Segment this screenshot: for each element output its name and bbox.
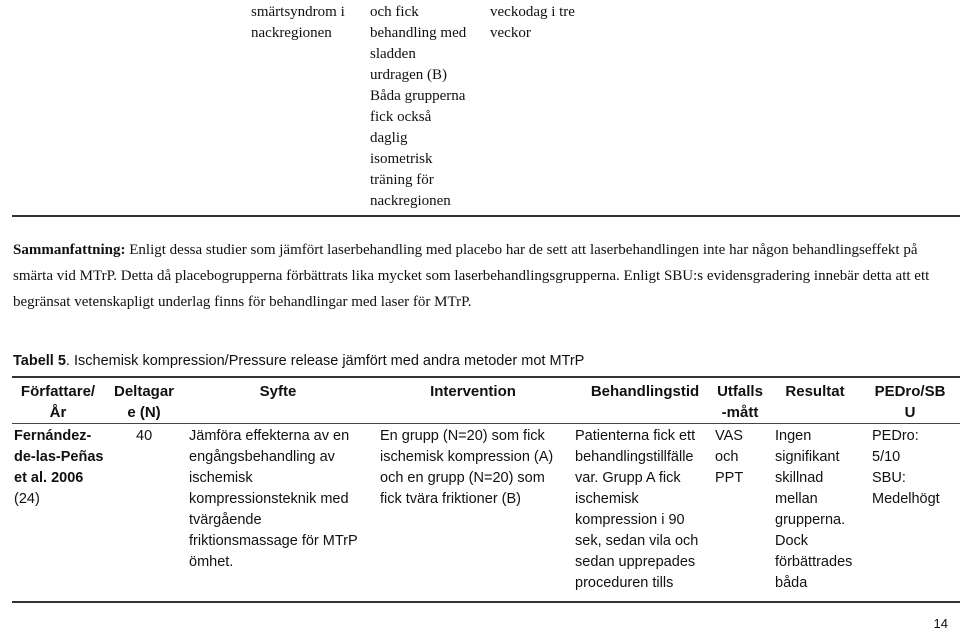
cell-author-name: Fernández- de-las-Peñas et al. 2006: [14, 428, 104, 486]
table-caption-text: . Ischemisk kompression/Pressure release jämfört med andra metoder mot MTrP: [65, 353, 585, 369]
table-caption-label: Tabell 5: [13, 353, 66, 369]
page-number: 14: [933, 616, 948, 631]
header-participants: Deltagar e (N): [113, 383, 175, 421]
table-top-border: [12, 376, 960, 378]
cell-author: [14, 426, 106, 510]
header-result: Resultat: [785, 383, 845, 400]
summary-paragraph: [13, 237, 948, 315]
header-intervention: Intervention: [430, 383, 516, 400]
header-purpose: Syfte: [259, 383, 297, 400]
header-outcome: Utfalls -mått: [717, 383, 763, 421]
cell-outcome: VAS och PPT: [715, 428, 744, 486]
prev-table-bottom-border: [12, 215, 960, 217]
cell-result: Ingen signifikant skillnad mellan grupperna. Dock förbättrades båda: [775, 428, 853, 591]
cell-treatment-time: Patienterna fick ett behandlingstillfälle var. Grupp A fick ischemisk kompression i 90 sek, sedan vila och sedan upprepades proceduren tills: [575, 428, 699, 591]
prev-table-cell-condition: smärtsyndrom i nackregionen: [251, 4, 345, 41]
prev-table-cell-intervention: och fick behandling med sladden urdragen (B) Båda grupperna fick också daglig isometrisk träning för nackregionen: [370, 4, 467, 209]
summary-label: Sammanfattning:: [13, 242, 126, 258]
page-bottom-rule: [12, 601, 960, 603]
cell-author-ref: (24): [14, 491, 40, 507]
cell-intervention: En grupp (N=20) som fick ischemisk kompression (A) och en grupp (N=20) som fick tvära friktioner (B): [380, 428, 554, 507]
cell-participants: 40: [136, 428, 153, 444]
header-treatment-time: Behandlingstid: [590, 383, 700, 400]
cell-pedro-sbu: PEDro: 5/10 SBU: Medelhögt: [872, 428, 940, 507]
header-author: Författare/ År: [20, 383, 96, 421]
prev-table-cell-treatment-time: veckodag i tre veckor: [490, 4, 575, 41]
summary-text: Enligt dessa studier som jämfört laserbehandling med placebo har de sett att laserbehandlingen inte har någon behandlingseffekt på smärta vid MTrP. Detta då placebogrupperna förbättrats lika mycket som laserbehandlingsgrupperna. Enligt SBU:s evidensgradering innebär detta att ett begränsat vetenskapligt underlag finns för behandlingar med laser för MTrP.: [13, 242, 930, 310]
cell-purpose: Jämföra effekterna av en engångsbehandling av ischemisk kompressionsteknik med tvärgående friktionsmassage för MTrP ömhet.: [189, 428, 358, 570]
table-caption: [13, 353, 584, 369]
header-bottom-border: [12, 423, 960, 424]
header-pedro-sbu: PEDro/SB U: [874, 383, 946, 421]
